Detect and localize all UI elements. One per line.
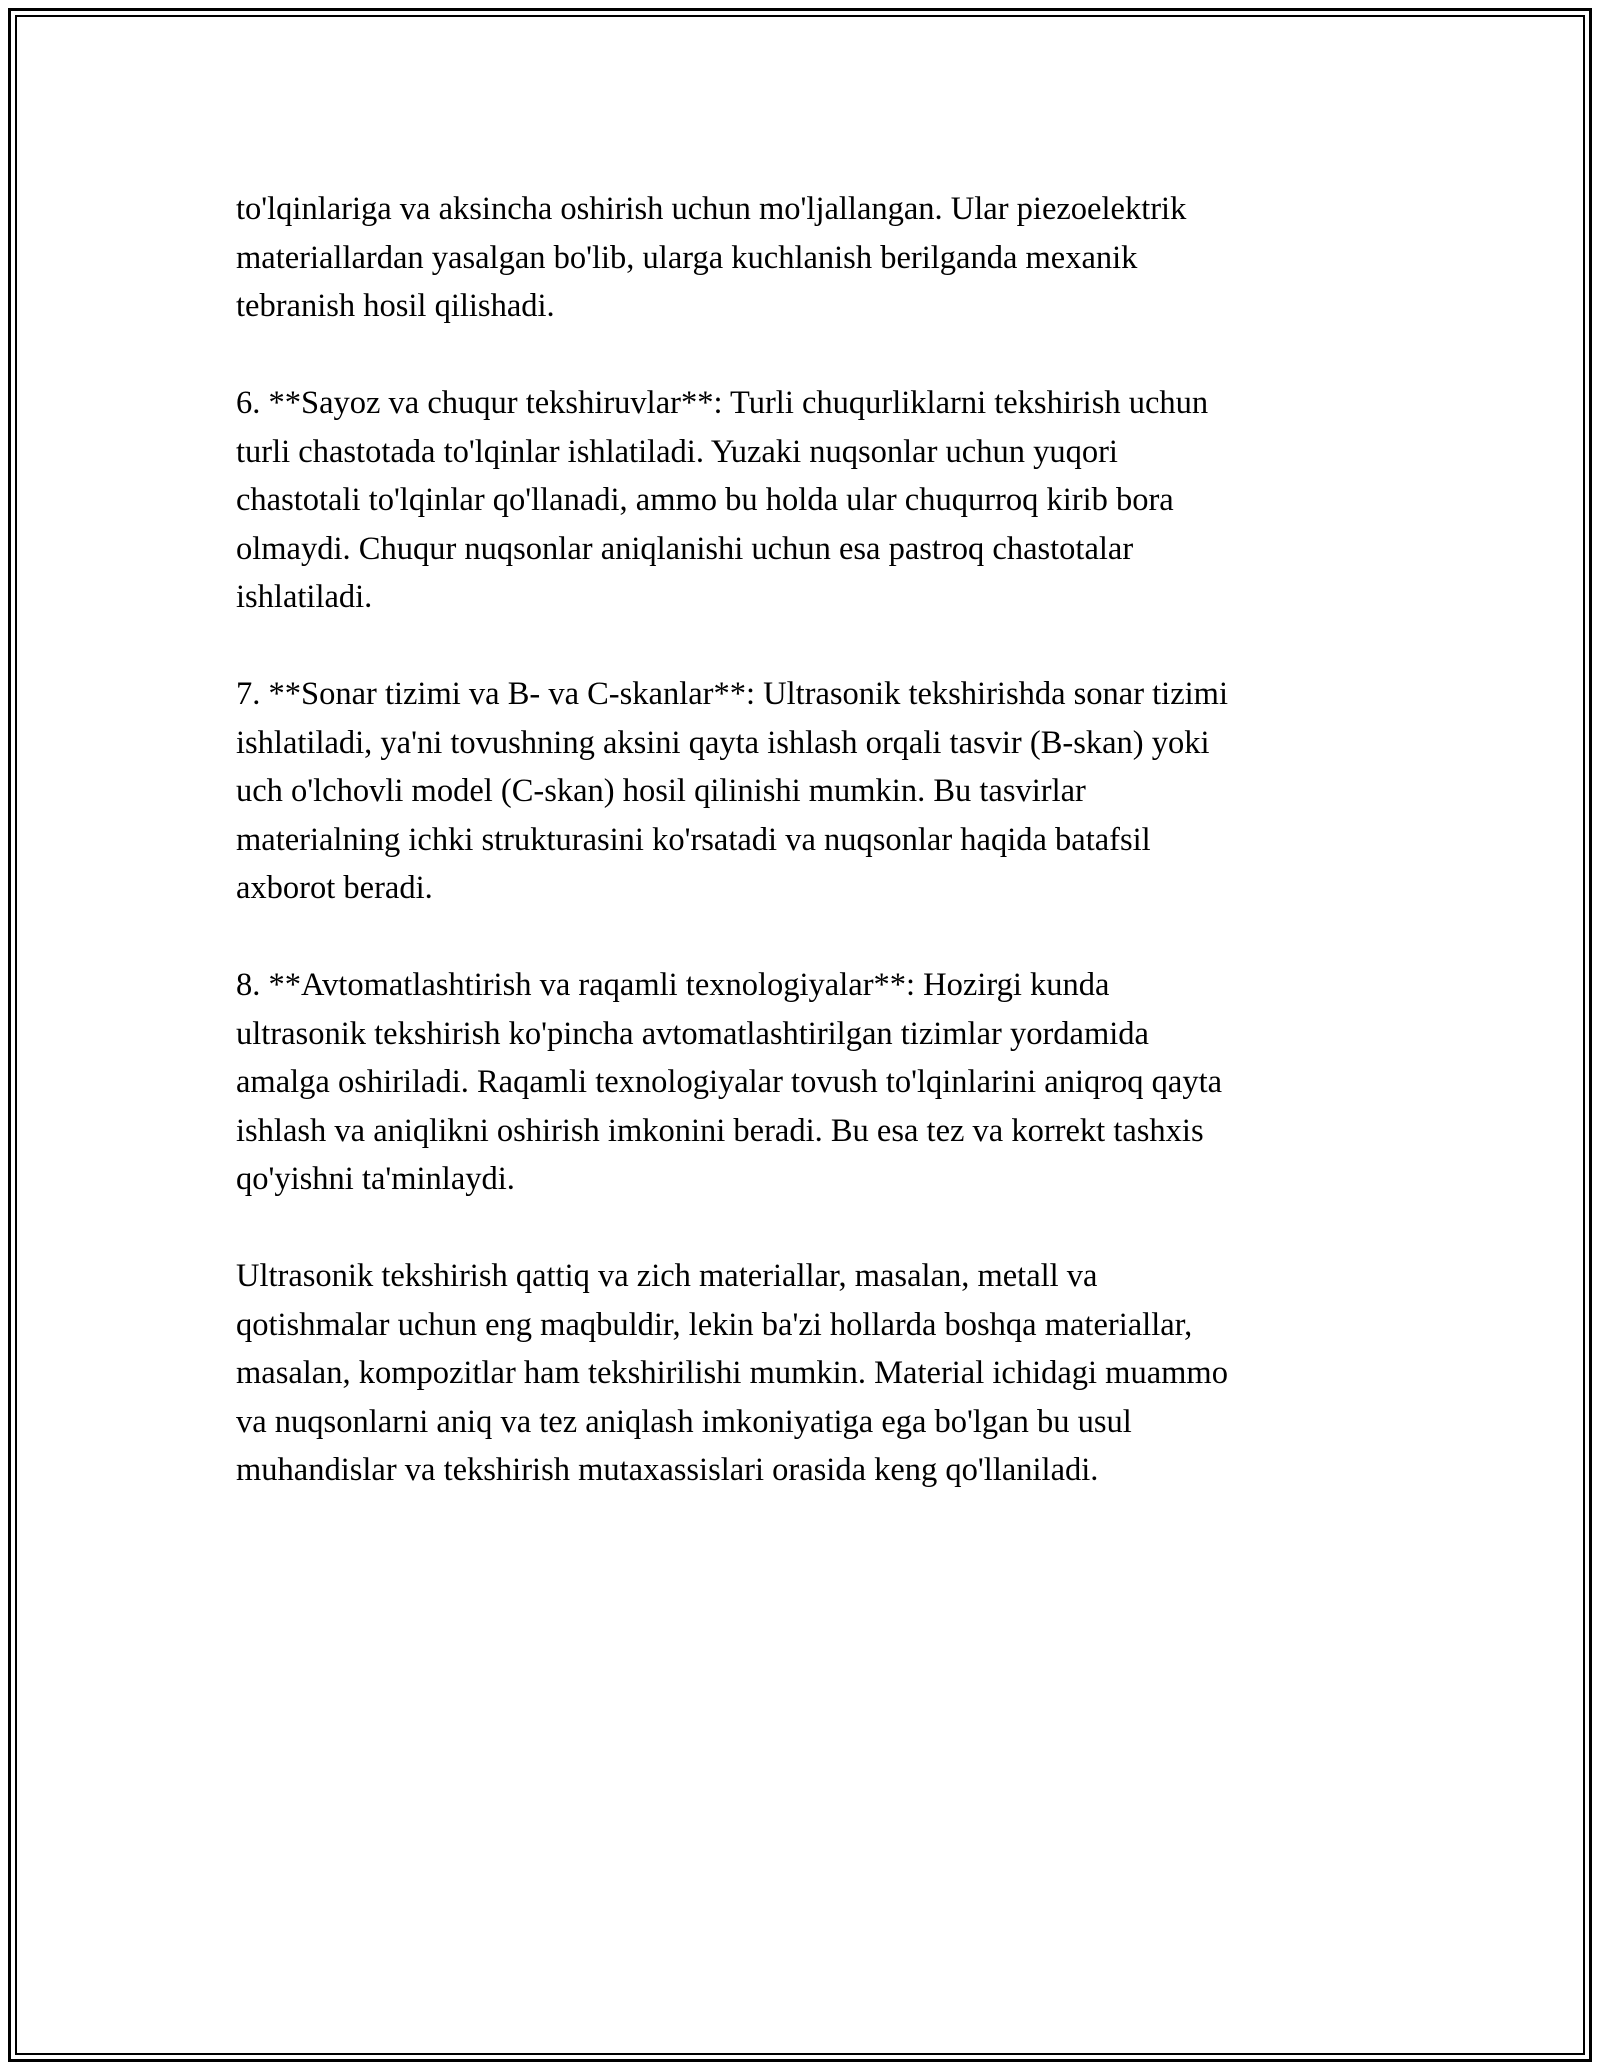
paragraph-transducers-continued <box>236 185 1366 331</box>
text-line: tebranish hosil qilishadi. <box>236 288 555 324</box>
text-line: va nuqsonlarni aniq va tez aniqlash imkoniyatiga ega bo'lgan bu usul <box>236 1403 1132 1440</box>
text-line: materiallardan yasalgan bo'lib, ularga kuchlanish berilganda mexanik <box>236 239 1138 276</box>
text-line: amalga oshiriladi. Raqamli texnologiyalar tovush to'lqinlarini aniqroq qayta <box>236 1064 1223 1100</box>
text-line: materialning ichki strukturasini ko'rsatadi va nuqsonlar haqida batafsil <box>236 821 1151 858</box>
text-line: masalan, kompozitlar ham tekshirilishi mumkin. Material ichidagi muammo <box>236 1355 1228 1391</box>
paragraph-item-8 <box>236 961 1366 1204</box>
text-line: axborot beradi. <box>236 870 433 906</box>
paragraph-item-6 <box>236 379 1366 622</box>
text-line: 7. **Sonar tizimi va B- va C-skanlar**: Ultrasonik tekshirishda sonar tizimi <box>236 676 1228 712</box>
text-line: qo'yishni ta'minlaydi. <box>236 1161 515 1197</box>
text-line: ultrasonik tekshirish ko'pincha avtomatlashtirilgan tizimlar yordamida <box>236 1015 1149 1052</box>
text-line: ishlash va aniqlikni oshirish imkonini beradi. Bu esa tez va korrekt tashxis <box>236 1112 1204 1149</box>
text-line: qotishmalar uchun eng maqbuldir, lekin ba'zi hollarda boshqa materiallar, <box>236 1306 1193 1343</box>
text-line: to'lqinlariga va aksincha oshirish uchun mo'ljallangan. Ular piezoelektrik <box>236 191 1187 227</box>
text-line: ishlatiladi. <box>236 579 373 615</box>
text-line: muhandislar va tekshirish mutaxassislari orasida keng qo'llaniladi. <box>236 1452 1099 1488</box>
text-line: Ultrasonik tekshirish qattiq va zich materiallar, masalan, metall va <box>236 1258 1098 1294</box>
text-line: turli chastotada to'lqinlar ishlatiladi. Yuzaki nuqsonlar uchun yuqori <box>236 433 1118 470</box>
text-line: uch o'lchovli model (C-skan) hosil qilinishi mumkin. Bu tasvirlar <box>236 773 1086 809</box>
text-line: olmaydi. Chuqur nuqsonlar aniqlanishi uchun esa pastroq chastotalar <box>236 530 1134 567</box>
text-line: ishlatiladi, ya'ni tovushning aksini qayta ishlash orqali tasvir (B-skan) yoki <box>236 724 1210 761</box>
paragraph-item-7 <box>236 670 1366 913</box>
text-line: chastotali to'lqinlar qo'llanadi, ammo bu holda ular chuqurroq kirib bora <box>236 482 1174 518</box>
paragraph-conclusion <box>236 1252 1366 1495</box>
text-line: 8. **Avtomatlashtirish va raqamli texnologiyalar**: Hozirgi kunda <box>236 967 1110 1003</box>
text-line: 6. **Sayoz va chuqur tekshiruvlar**: Turli chuqurliklarni tekshirish uchun <box>236 385 1209 421</box>
document-body <box>236 185 1366 1495</box>
